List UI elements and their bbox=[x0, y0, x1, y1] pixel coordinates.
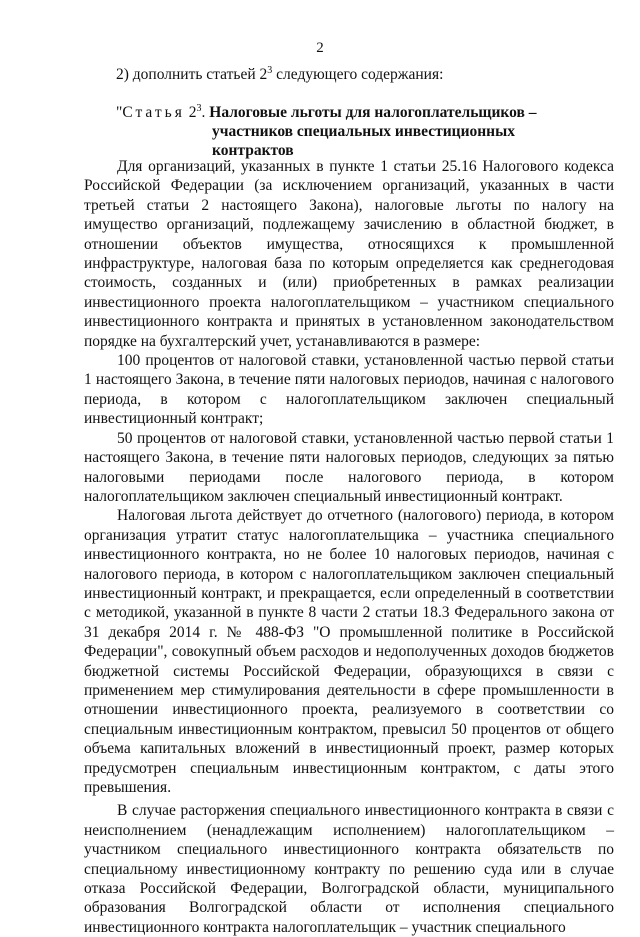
article-number-superscript: 3 bbox=[196, 102, 202, 114]
amendment-text-before: 2) дополнить статьей 2 bbox=[116, 66, 268, 83]
article-title-line-1: Налоговые льготы для налогоплательщиков – bbox=[209, 104, 537, 121]
amendment-superscript: 3 bbox=[267, 64, 273, 76]
paragraph-50-percent: 50 процентов от налоговой ставки, установленной частью первой статьи 1 настоящего Закона, в течение пяти налоговых периодов, следующих за пятью налоговыми периодами после налогового периода, в котором налогоплательщиком заключен специальный инвестиционный контракт. bbox=[84, 429, 614, 505]
article-number: 2 bbox=[188, 104, 197, 121]
article-body bbox=[84, 157, 614, 937]
article-header bbox=[116, 103, 596, 160]
article-header-line-1: "Статья $2^3$. Налоговые льготы для налогоплательщиков – bbox=[116, 102, 537, 121]
paragraph-intro: Для организаций, указанных в пункте 1 статьи 25.16 Налогового кодекса Российской Федерации (за исключением организаций, указанных в части третьей статьи 2 настоящего Закона), налоговые льготы по налогу на имущество организаций, подлежащему зачислению в областной бюджет, в отношении объектов имущества, относящихся к промышленной инфраструктуре, налоговая база по которым определяется как среднегодовая стоимость, созданных и (или) приобретенных в рамках реализации инвестиционного проекта налогоплательщиком – участником специального инвестиционного контракта и принятых в установленном законодательством порядке на бухгалтерский учет, устанавливаются в размере: bbox=[84, 158, 614, 350]
amendment-text-after: следующего содержания: bbox=[272, 66, 444, 83]
article-open-quote: " bbox=[116, 104, 123, 121]
article-title-line-2: участников специальных инвестиционных контрактов bbox=[212, 123, 515, 159]
paragraph-validity: Налоговая льгота действует до отчетного (налогового) периода, в котором организация утратит статус налогоплательщика – участника специального инвестиционного контракта, но не более 10 налоговых периодов, начиная с налогового периода, в котором с налогоплательщиком заключен специальный инвестиционный контракт, и прекращается, если определенный в соответствии с методикой, указанной в пункте 8 части 2 статьи 18.3 Федерального закона от 31 декабря 2014 г. № 488-ФЗ "О промышленной политике в Российской Федерации", совокупный объем расходов и недополученных доходов бюджетов бюджетной системы Российской Федерации, образующихся в связи с применением мер стимулирования деятельности в сфере промышленности в отношении инвестиционного проекта, реализуемого в соответствии со специальным инвестиционным контрактом, превысил 50 процентов от общего объема капитальных вложений в инвестиционный проект, размер которых предусмотрен специальным инвестиционным контрактом, с даты этого превышения. bbox=[84, 507, 614, 796]
paragraph-100-percent: 100 процентов от налоговой ставки, установленной частью первой статьи 1 настоящего Закона, в течение пяти налоговых периодов, начиная с налогового периода, в котором с налогоплательщиком заключен специальный инвестиционный контракт; bbox=[84, 352, 614, 428]
paragraph-termination: В случае расторжения специального инвестиционного контракта в связи с неисполнением (ненадлежащим исполнением) налогоплательщиком – участником специального инвестиционного контракта обязательств по специальному инвестиционному контракту по решению суда или в случае отказа Российской Федерации, Волгоградской области, муниципального образования Волгоградской области от исполнения специального инвестиционного контракта налогоплательщик – участник специального bbox=[84, 802, 614, 936]
amendment-line bbox=[116, 66, 443, 84]
article-word: Статья bbox=[122, 104, 185, 121]
page-number: 2 bbox=[316, 40, 324, 56]
